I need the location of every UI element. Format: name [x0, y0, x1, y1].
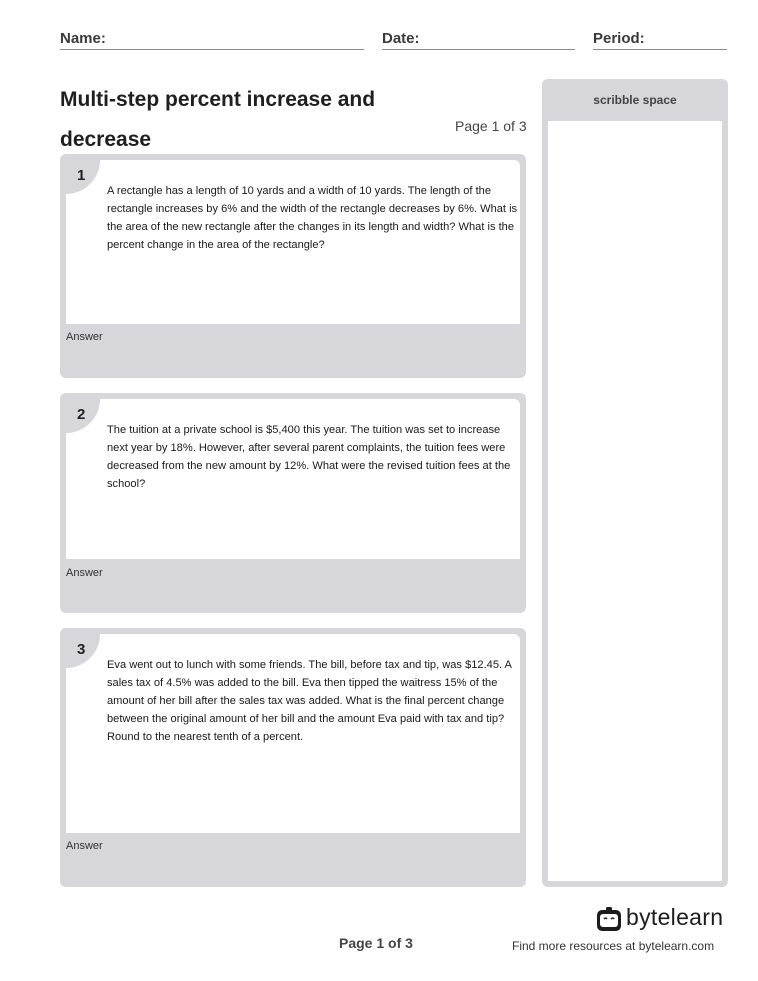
date-label: Date:: [382, 30, 420, 47]
answer-label[interactable]: Answer: [66, 567, 103, 579]
scribble-title: scribble space: [593, 93, 677, 107]
question-text: The tuition at a private school is $5,400 this year. The tuition was set to increase next year by 18%. However, after several parent complaints, the tuition fees were decreased from the new amount by 12%. What were the revised tuition fees at the school?: [107, 424, 511, 490]
answer-label[interactable]: Answer: [66, 840, 103, 852]
bytelearn-robot-icon: [596, 907, 622, 933]
question-card: [60, 628, 526, 887]
footer-resources-link[interactable]: Find more resources at bytelearn.com: [512, 939, 715, 953]
question-number: 1: [77, 167, 86, 184]
question-body: [66, 399, 520, 559]
brand-name: bytelearn: [626, 904, 724, 930]
question-body: [66, 160, 520, 324]
period-label: Period:: [593, 30, 645, 47]
scribble-area[interactable]: [548, 121, 722, 881]
question-number: 2: [77, 406, 86, 423]
question-card: [60, 154, 526, 378]
question-card: [60, 393, 526, 613]
footer-page-number: Page 1 of 3: [339, 935, 413, 951]
question-text: A rectangle has a length of 10 yards and a width of 10 yards. The length of the rectangle increases by 6% and the width of the rectangle decreases by 6%. What is the area of the new rectangle after the changes in its length and width? What is the percent change in the area of the rectangle?: [107, 185, 518, 251]
period-field[interactable]: [593, 30, 727, 50]
question-number: 3: [77, 641, 86, 658]
name-field[interactable]: [60, 30, 364, 50]
page-indicator: Page 1 of 3: [455, 118, 527, 134]
bytelearn-logo[interactable]: [596, 906, 728, 934]
scribble-panel: [542, 79, 728, 887]
date-field[interactable]: [382, 30, 575, 50]
question-text: Eva went out to lunch with some friends. The bill, before tax and tip, was $12.45. A sales tax of 4.5% was added to the bill. Eva then tipped the waitress 15% of the amount of her bill after the sales tax was added. What is the final percent change between the original amount of her bill and the amount Eva paid with tax and tip? Round to the nearest tenth of a percent.: [107, 659, 512, 743]
name-label: Name:: [60, 30, 106, 47]
question-body: [66, 634, 520, 833]
worksheet-title: Multi-step percent increase and decrease: [60, 88, 376, 151]
answer-label[interactable]: Answer: [66, 331, 103, 343]
